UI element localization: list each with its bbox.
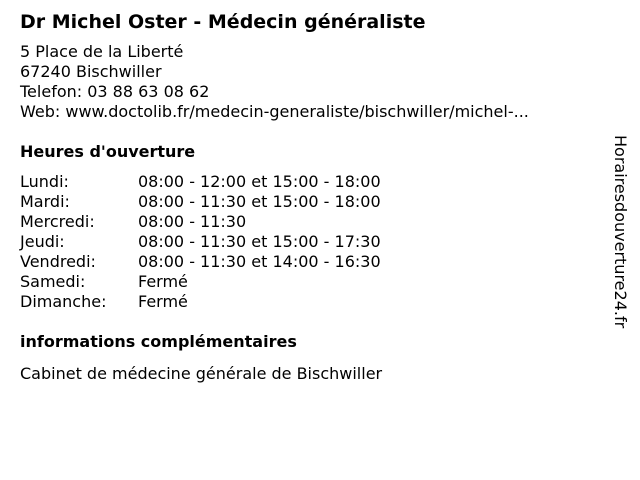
page-title: Dr Michel Oster - Médecin généraliste <box>20 11 426 33</box>
day-label: Vendredi: <box>20 252 96 271</box>
day-times: Fermé <box>138 292 188 311</box>
business-card <box>20 10 600 384</box>
hours-row-saturday <box>20 272 600 292</box>
day-label: Dimanche: <box>20 292 107 311</box>
hours-row-tuesday <box>20 192 600 212</box>
info-text: Cabinet de médecine générale de Bischwiller <box>20 364 383 383</box>
day-times: 08:00 - 11:30 et 14:00 - 16:30 <box>138 252 381 271</box>
hours-row-sunday <box>20 292 600 312</box>
day-label: Mercredi: <box>20 212 95 231</box>
day-times: 08:00 - 11:30 et 15:00 - 18:00 <box>138 192 381 211</box>
day-times: Fermé <box>138 272 188 291</box>
day-label: Jeudi: <box>20 232 65 251</box>
address-block <box>20 42 600 122</box>
day-label: Mardi: <box>20 192 70 211</box>
hours-row-monday <box>20 172 600 192</box>
info-heading: informations complémentaires <box>20 332 297 351</box>
day-times: 08:00 - 11:30 et 15:00 - 17:30 <box>138 232 381 251</box>
day-label: Lundi: <box>20 172 69 191</box>
hours-table <box>20 172 600 312</box>
brand-watermark: Horairesdouverture24.fr <box>611 135 630 329</box>
hours-row-friday <box>20 252 600 272</box>
day-times: 08:00 - 11:30 <box>138 212 247 231</box>
day-label: Samedi: <box>20 272 86 291</box>
hours-row-wednesday <box>20 212 600 232</box>
day-times: 08:00 - 12:00 et 15:00 - 18:00 <box>138 172 381 191</box>
website-link[interactable]: Web: www.doctolib.fr/medecin-generaliste/bischwiller/michel-... <box>20 102 529 121</box>
city-address: 67240 Bischwiller <box>20 62 162 81</box>
phone-number: Telefon: 03 88 63 08 62 <box>20 82 210 101</box>
hours-row-thursday <box>20 232 600 252</box>
street-address: 5 Place de la Liberté <box>20 42 184 61</box>
hours-heading: Heures d'ouverture <box>20 142 196 161</box>
